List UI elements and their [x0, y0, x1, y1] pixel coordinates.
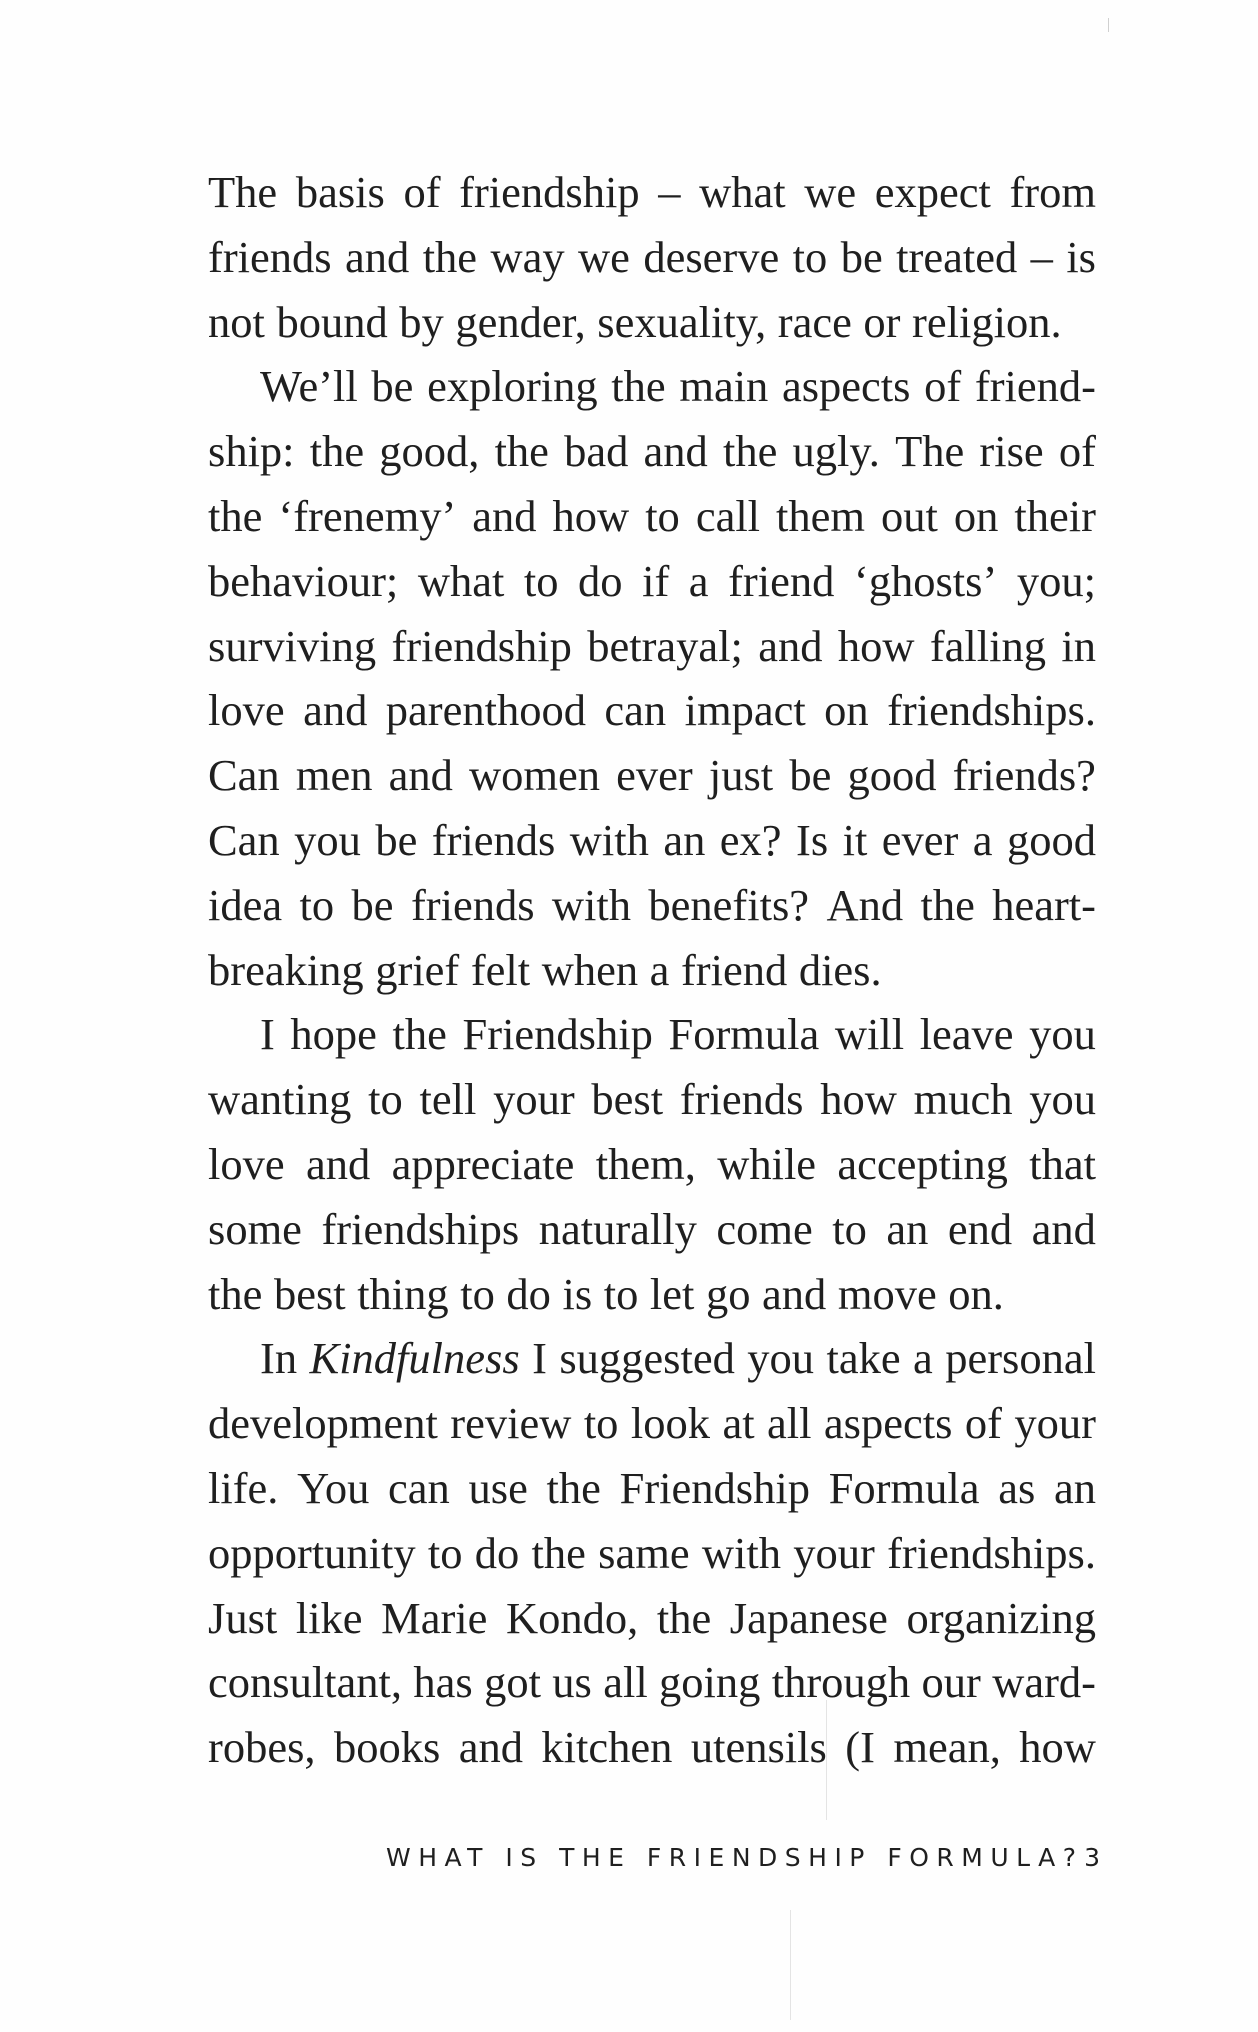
word: the [656, 1592, 712, 1643]
word: of [403, 167, 441, 217]
running-head: WHAT IS THE FRIENDSHIP FORMULA? [386, 1843, 1084, 1872]
word: out [881, 490, 938, 541]
word: how [1019, 1722, 1096, 1773]
word: can [604, 685, 667, 736]
word: sexuality, [597, 296, 767, 347]
word: We’ll [260, 361, 358, 412]
word: review [450, 1398, 572, 1449]
word: your [1014, 1398, 1096, 1449]
page-footer [386, 1843, 1100, 1872]
word: the [920, 879, 975, 930]
page-number: 3 [1084, 1843, 1100, 1872]
body-text [208, 160, 1096, 1780]
word: of [1058, 426, 1096, 477]
word: friendships. [887, 685, 1096, 736]
word: tell [419, 1074, 477, 1125]
word: be [375, 814, 418, 865]
word: robes, [208, 1722, 316, 1773]
word: and [758, 620, 823, 671]
word: just [708, 750, 774, 801]
word: Marie [381, 1592, 488, 1643]
paragraph [208, 1002, 1096, 1326]
word: utensils [690, 1722, 827, 1773]
word: do [506, 1268, 551, 1319]
word: with [569, 814, 649, 865]
word: gender, [455, 296, 586, 347]
word: it [842, 814, 868, 865]
word: basis [295, 167, 385, 217]
word: as [998, 1462, 1036, 1513]
word: them, [595, 1138, 696, 1189]
word: at [722, 1398, 755, 1449]
word: the [392, 1009, 447, 1060]
word: wanting [208, 1074, 352, 1125]
word: The [895, 426, 965, 477]
word: friends [679, 1074, 804, 1125]
word: a [688, 555, 709, 606]
word: personal [945, 1333, 1096, 1384]
text-line [208, 614, 1096, 679]
text-line [208, 743, 1096, 808]
word: friendships. [887, 1527, 1096, 1578]
word: to [523, 555, 559, 606]
word: mean, [893, 1722, 1001, 1773]
word: Is [796, 814, 829, 865]
word: call [695, 490, 761, 541]
word: to [299, 879, 335, 930]
word: good [847, 750, 937, 801]
word: the [531, 1527, 586, 1578]
word: accepting [837, 1138, 1008, 1189]
text-line [208, 1067, 1096, 1132]
word: and [303, 685, 368, 736]
word: take [826, 1333, 901, 1384]
word: and [305, 1138, 371, 1189]
word: much [913, 1074, 1013, 1125]
text-line [208, 808, 1096, 873]
word: all [767, 1398, 812, 1449]
word: good [1006, 814, 1096, 865]
word: how [837, 620, 915, 671]
word: I [532, 1333, 547, 1384]
word: In [260, 1333, 298, 1384]
word: on [953, 490, 999, 541]
word: (I [845, 1722, 875, 1773]
word: And [826, 879, 904, 930]
word: benefits? [648, 879, 810, 930]
text-line [208, 678, 1096, 743]
word: surviving [208, 620, 377, 671]
word: opportunity [208, 1527, 416, 1578]
word: Friendship [619, 1462, 810, 1513]
text-line [208, 1391, 1096, 1456]
text-line [208, 354, 1096, 419]
word: when [541, 944, 639, 995]
word: The [208, 167, 278, 217]
word: ugly. [792, 426, 880, 477]
word: betrayal; [587, 620, 743, 671]
text-line [208, 290, 1096, 355]
word: – [1030, 231, 1053, 282]
word: and [643, 426, 708, 477]
word: development [208, 1398, 438, 1449]
word: the [309, 426, 365, 477]
word: how [552, 490, 630, 541]
word: be [371, 361, 414, 412]
word: friend- [974, 361, 1096, 412]
word: friendships [321, 1203, 520, 1254]
text-line [208, 160, 1096, 225]
word: Kindfulness [309, 1333, 520, 1384]
word: their [1014, 490, 1096, 541]
paragraph [208, 1326, 1096, 1780]
word: dies. [798, 944, 882, 995]
word: and [345, 231, 410, 282]
word: You [297, 1462, 370, 1513]
paragraph [208, 354, 1096, 1002]
word: love [208, 1138, 285, 1189]
word: can [388, 1462, 450, 1513]
text-line [208, 1197, 1096, 1262]
word: you [1029, 1074, 1096, 1125]
word: to [832, 1203, 867, 1254]
word: to [603, 1268, 639, 1319]
word: through [771, 1657, 911, 1708]
word: Formula [668, 1009, 820, 1060]
word: our [921, 1657, 981, 1708]
word: religion. [912, 296, 1062, 347]
text-line [208, 549, 1096, 614]
word: way [490, 231, 565, 282]
word: race [777, 296, 852, 347]
word: Just [208, 1592, 278, 1643]
word: is [1066, 231, 1096, 282]
word: use [468, 1462, 528, 1513]
word: and [388, 750, 453, 801]
word: end [947, 1203, 1013, 1254]
word: same [598, 1527, 690, 1578]
word: will [834, 1009, 905, 1060]
word: rise [979, 426, 1044, 477]
text-line [208, 938, 1096, 1003]
word: leave [919, 1009, 1014, 1060]
word: exploring [427, 361, 598, 412]
word: kitchen [541, 1722, 673, 1773]
word: impact [684, 685, 806, 736]
text-line [208, 225, 1096, 290]
word: on [824, 685, 869, 736]
word: be [351, 879, 394, 930]
word: the [208, 490, 263, 541]
text-line [208, 1002, 1096, 1067]
word: best [591, 1074, 664, 1125]
word: you [294, 814, 361, 865]
word: parenthood [385, 685, 586, 736]
word: that [1029, 1138, 1096, 1189]
text-line [208, 1456, 1096, 1521]
word: got [484, 1657, 541, 1708]
word: we [804, 167, 857, 217]
word: ex? [719, 814, 782, 865]
text-line [208, 1326, 1096, 1391]
word: friendship [391, 620, 572, 671]
text-line [208, 484, 1096, 549]
word: the [546, 1462, 601, 1513]
word: on. [948, 1268, 1004, 1319]
word: do [578, 555, 623, 606]
word: life. [208, 1462, 279, 1513]
text-line [208, 1262, 1096, 1327]
word: ship: [208, 426, 295, 477]
word: of [924, 361, 962, 412]
word: I [260, 1009, 275, 1060]
word: your [493, 1074, 575, 1125]
word: felt [470, 944, 531, 995]
word: you [747, 1333, 815, 1384]
word: naturally [538, 1203, 697, 1254]
scan-mark [1108, 18, 1109, 32]
word: deserve [643, 231, 780, 282]
word: going [659, 1657, 761, 1708]
word: has [413, 1657, 473, 1708]
word: in [1061, 620, 1096, 671]
word: how [820, 1074, 897, 1125]
word: and [762, 1268, 827, 1319]
word: from [1009, 167, 1096, 217]
word: appreciate [391, 1138, 575, 1189]
word: your [793, 1527, 875, 1578]
word: ever [616, 750, 693, 801]
word: what [417, 555, 505, 606]
word: not [208, 296, 265, 347]
word: aspects [823, 1398, 953, 1449]
word: some [208, 1203, 302, 1254]
word: what [699, 167, 786, 217]
word: suggested [559, 1333, 735, 1384]
word: to [460, 1268, 495, 1319]
word: main [679, 361, 769, 412]
word: best [273, 1268, 346, 1319]
text-line [208, 1586, 1096, 1651]
word: an [663, 814, 706, 865]
word: the [208, 1268, 263, 1319]
word: with [701, 1527, 781, 1578]
word: them [776, 490, 866, 541]
word: treated [896, 231, 1018, 282]
word: friendship [459, 167, 640, 217]
word: organizing [906, 1592, 1096, 1643]
paragraph [208, 160, 1096, 354]
word: ward- [992, 1657, 1096, 1708]
word: friends [410, 879, 535, 930]
word: is [562, 1268, 593, 1319]
word: thing [357, 1268, 449, 1319]
word: come [716, 1203, 813, 1254]
word: friend [680, 944, 788, 995]
text-line [208, 419, 1096, 484]
word: and [1031, 1203, 1096, 1254]
word: women [469, 750, 601, 801]
word: to [583, 1398, 619, 1449]
word: let [649, 1268, 695, 1319]
word: consultant, [208, 1657, 403, 1708]
word: all [603, 1657, 648, 1708]
word: friends? [952, 750, 1096, 801]
word: be [789, 750, 832, 801]
word: a [913, 1333, 933, 1384]
word: heart- [992, 879, 1096, 930]
word: by [399, 296, 444, 347]
word: an [886, 1203, 929, 1254]
word: Formula [828, 1462, 980, 1513]
word: expect [874, 167, 991, 217]
word: Friendship [462, 1009, 653, 1060]
word: a [649, 944, 670, 995]
word: the [422, 231, 478, 282]
word: breaking [208, 944, 364, 995]
word: the [722, 426, 778, 477]
word: love [208, 685, 285, 736]
word: falling [929, 620, 1047, 671]
word: if [642, 555, 670, 606]
word: behaviour; [208, 555, 399, 606]
word: Japanese [729, 1592, 888, 1643]
word: or [863, 296, 901, 347]
word: ‘frenemy’ [278, 490, 457, 541]
word: friends [208, 231, 332, 282]
word: to [427, 1527, 463, 1578]
word: bad [564, 426, 629, 477]
word: and [458, 1722, 523, 1773]
word: men [295, 750, 373, 801]
word: look [630, 1398, 710, 1449]
word: Kondo, [505, 1592, 639, 1643]
word: Can [208, 814, 280, 865]
word: good, [379, 426, 480, 477]
word: idea [208, 879, 283, 930]
text-line [208, 1650, 1096, 1715]
word: we [578, 231, 630, 282]
word: an [1053, 1462, 1096, 1513]
text-line [208, 1132, 1096, 1197]
word: ever [881, 814, 959, 865]
word: you; [1016, 555, 1096, 606]
text-line [208, 1715, 1096, 1780]
word: bound [276, 296, 388, 347]
word: move [837, 1268, 937, 1319]
word: us [552, 1657, 592, 1708]
word: with [551, 879, 632, 930]
word: to [368, 1074, 403, 1125]
word: – [658, 167, 681, 217]
word: friend [728, 555, 835, 606]
word: to [645, 490, 680, 541]
word: Can [208, 750, 280, 801]
word: you [1029, 1009, 1096, 1060]
scan-crease [790, 1910, 791, 2020]
word: the [494, 426, 549, 477]
word: grief [375, 944, 460, 995]
word: aspects [781, 361, 911, 412]
word: like [295, 1592, 363, 1643]
text-line [208, 873, 1096, 938]
word: and [472, 490, 537, 541]
word: books [333, 1722, 441, 1773]
word: to [792, 231, 828, 282]
word: the [611, 361, 666, 412]
word: a [972, 814, 993, 865]
word: go [705, 1268, 751, 1319]
word: while [717, 1138, 817, 1189]
word: friends [431, 814, 556, 865]
word: do [474, 1527, 520, 1578]
word: hope [290, 1009, 377, 1060]
word: ‘ghosts’ [853, 555, 998, 606]
word: of [964, 1398, 1002, 1449]
word: be [840, 231, 883, 282]
text-line [208, 1521, 1096, 1586]
